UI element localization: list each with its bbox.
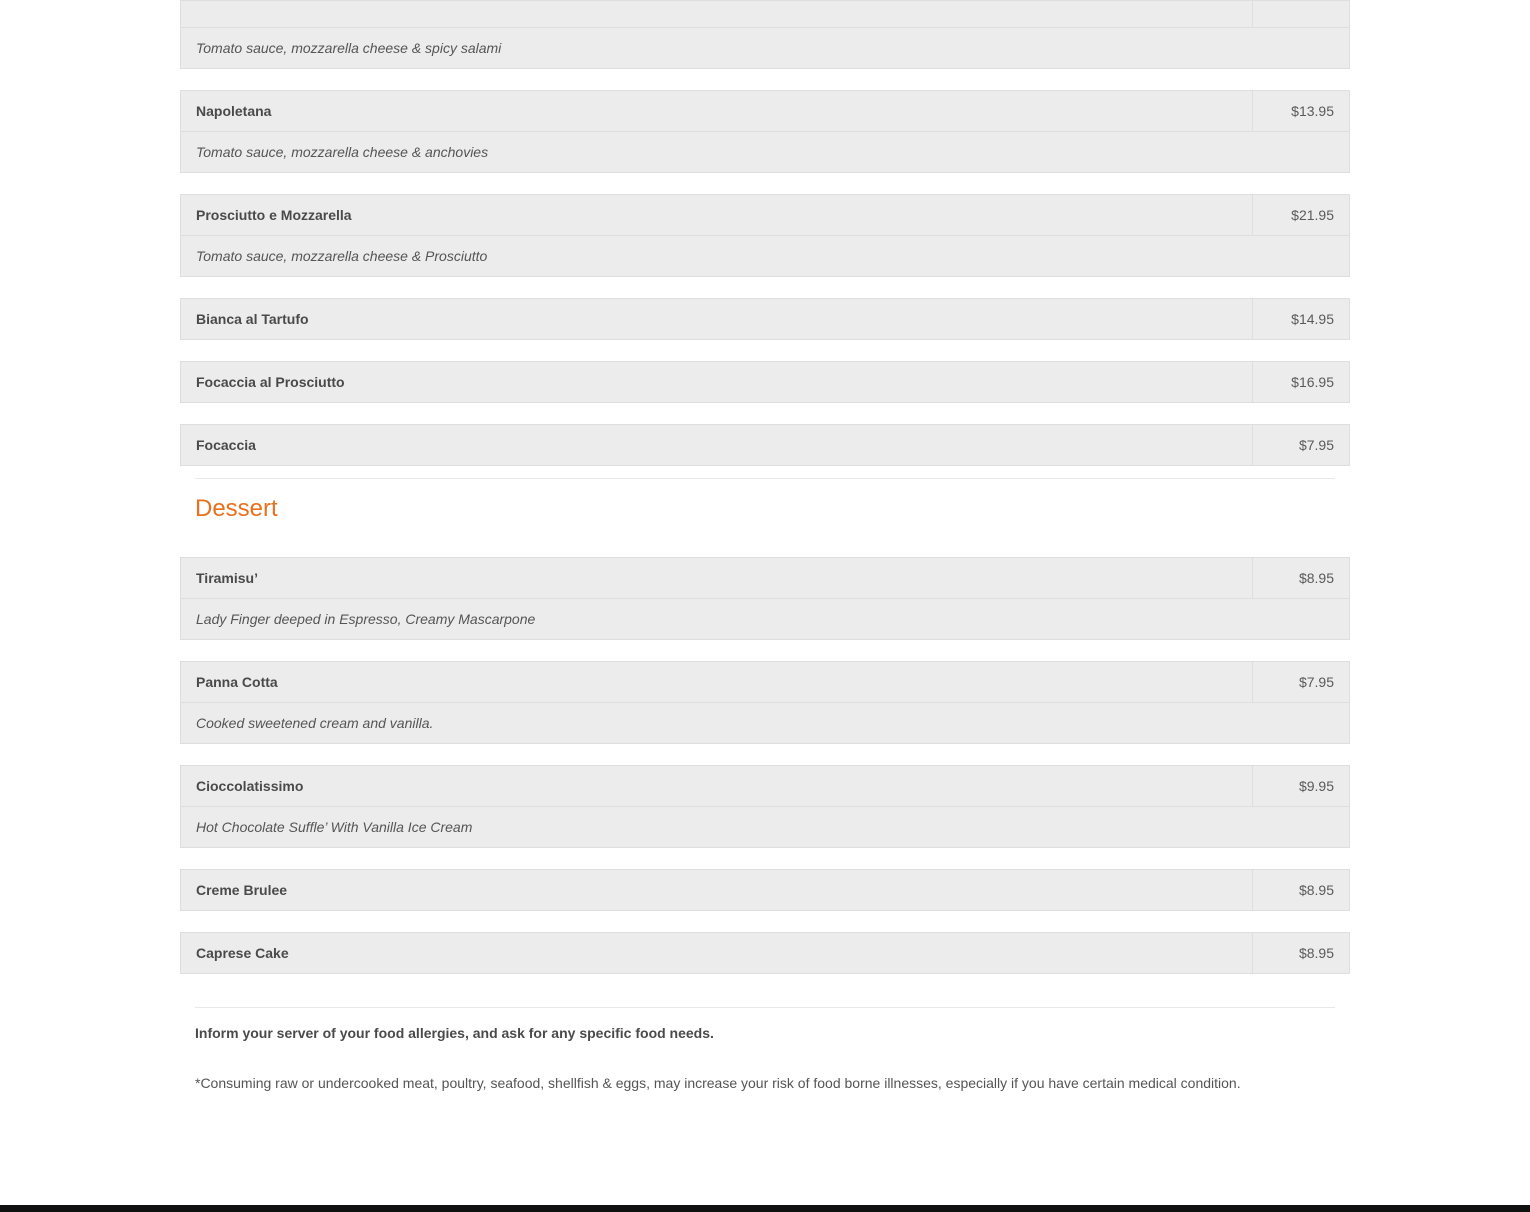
menu-item [180, 90, 1350, 173]
menu-item-name: Focaccia al Prosciutto [181, 362, 1253, 403]
allergy-note: Inform your server of your food allergies, and ask for any specific food needs. [195, 1025, 714, 1041]
menu-item-name: Tiramisu’ [181, 558, 1253, 599]
menu-item-price: $16.95 [1253, 362, 1350, 403]
menu-item [180, 424, 1350, 466]
menu-item-name: Focaccia [181, 425, 1253, 466]
menu-item-description: Tomato sauce, mozzarella cheese & Prosciutto [181, 236, 1350, 277]
menu-item-description: Cooked sweetened cream and vanilla. [181, 703, 1350, 744]
menu-item-price [1253, 1, 1350, 28]
menu-item [180, 557, 1350, 640]
menu-item [180, 869, 1350, 911]
menu-item-description: Lady Finger deeped in Espresso, Creamy Mascarpone [181, 599, 1350, 640]
menu-item-price: $8.95 [1253, 870, 1350, 911]
menu-item-name: Prosciutto e Mozzarella [181, 195, 1253, 236]
menu-item-price: $21.95 [1253, 195, 1350, 236]
menu-item-name: Creme Brulee [181, 870, 1253, 911]
menu-item-description: Tomato sauce, mozzarella cheese & spicy salami [181, 28, 1350, 69]
footer-bar [0, 1205, 1530, 1212]
menu-item-price: $14.95 [1253, 299, 1350, 340]
menu-item [180, 0, 1350, 69]
menu-item-price: $9.95 [1253, 766, 1350, 807]
menu-item-name [181, 1, 1253, 28]
menu-item-price: $7.95 [1253, 662, 1350, 703]
menu-item-name: Napoletana [181, 91, 1253, 132]
menu-item-price: $7.95 [1253, 425, 1350, 466]
menu-item [180, 661, 1350, 744]
menu-item [180, 765, 1350, 848]
menu-item-description: Tomato sauce, mozzarella cheese & anchovies [181, 132, 1350, 173]
menu-item-name: Bianca al Tartufo [181, 299, 1253, 340]
menu-item [180, 194, 1350, 277]
menu-item-price: $8.95 [1253, 933, 1350, 974]
consumption-warning: *Consuming raw or undercooked meat, poultry, seafood, shellfish & eggs, may increase your risk of food borne illnesses, especially if you have certain medical condition. [195, 1075, 1241, 1091]
menu-item-name: Caprese Cake [181, 933, 1253, 974]
menu-notes [195, 1007, 1335, 1091]
menu-item [180, 932, 1350, 974]
menu-item-description: Hot Chocolate Suffle’ With Vanilla Ice Cream [181, 807, 1350, 848]
menu-item-price: $13.95 [1253, 91, 1350, 132]
menu-item [180, 361, 1350, 403]
menu-item [180, 298, 1350, 340]
menu-item-price: $8.95 [1253, 558, 1350, 599]
menu-content [180, 0, 1350, 1091]
menu-item-name: Panna Cotta [181, 662, 1253, 703]
section-title-dessert: Dessert [195, 495, 278, 522]
menu-item-name: Cioccolatissimo [181, 766, 1253, 807]
